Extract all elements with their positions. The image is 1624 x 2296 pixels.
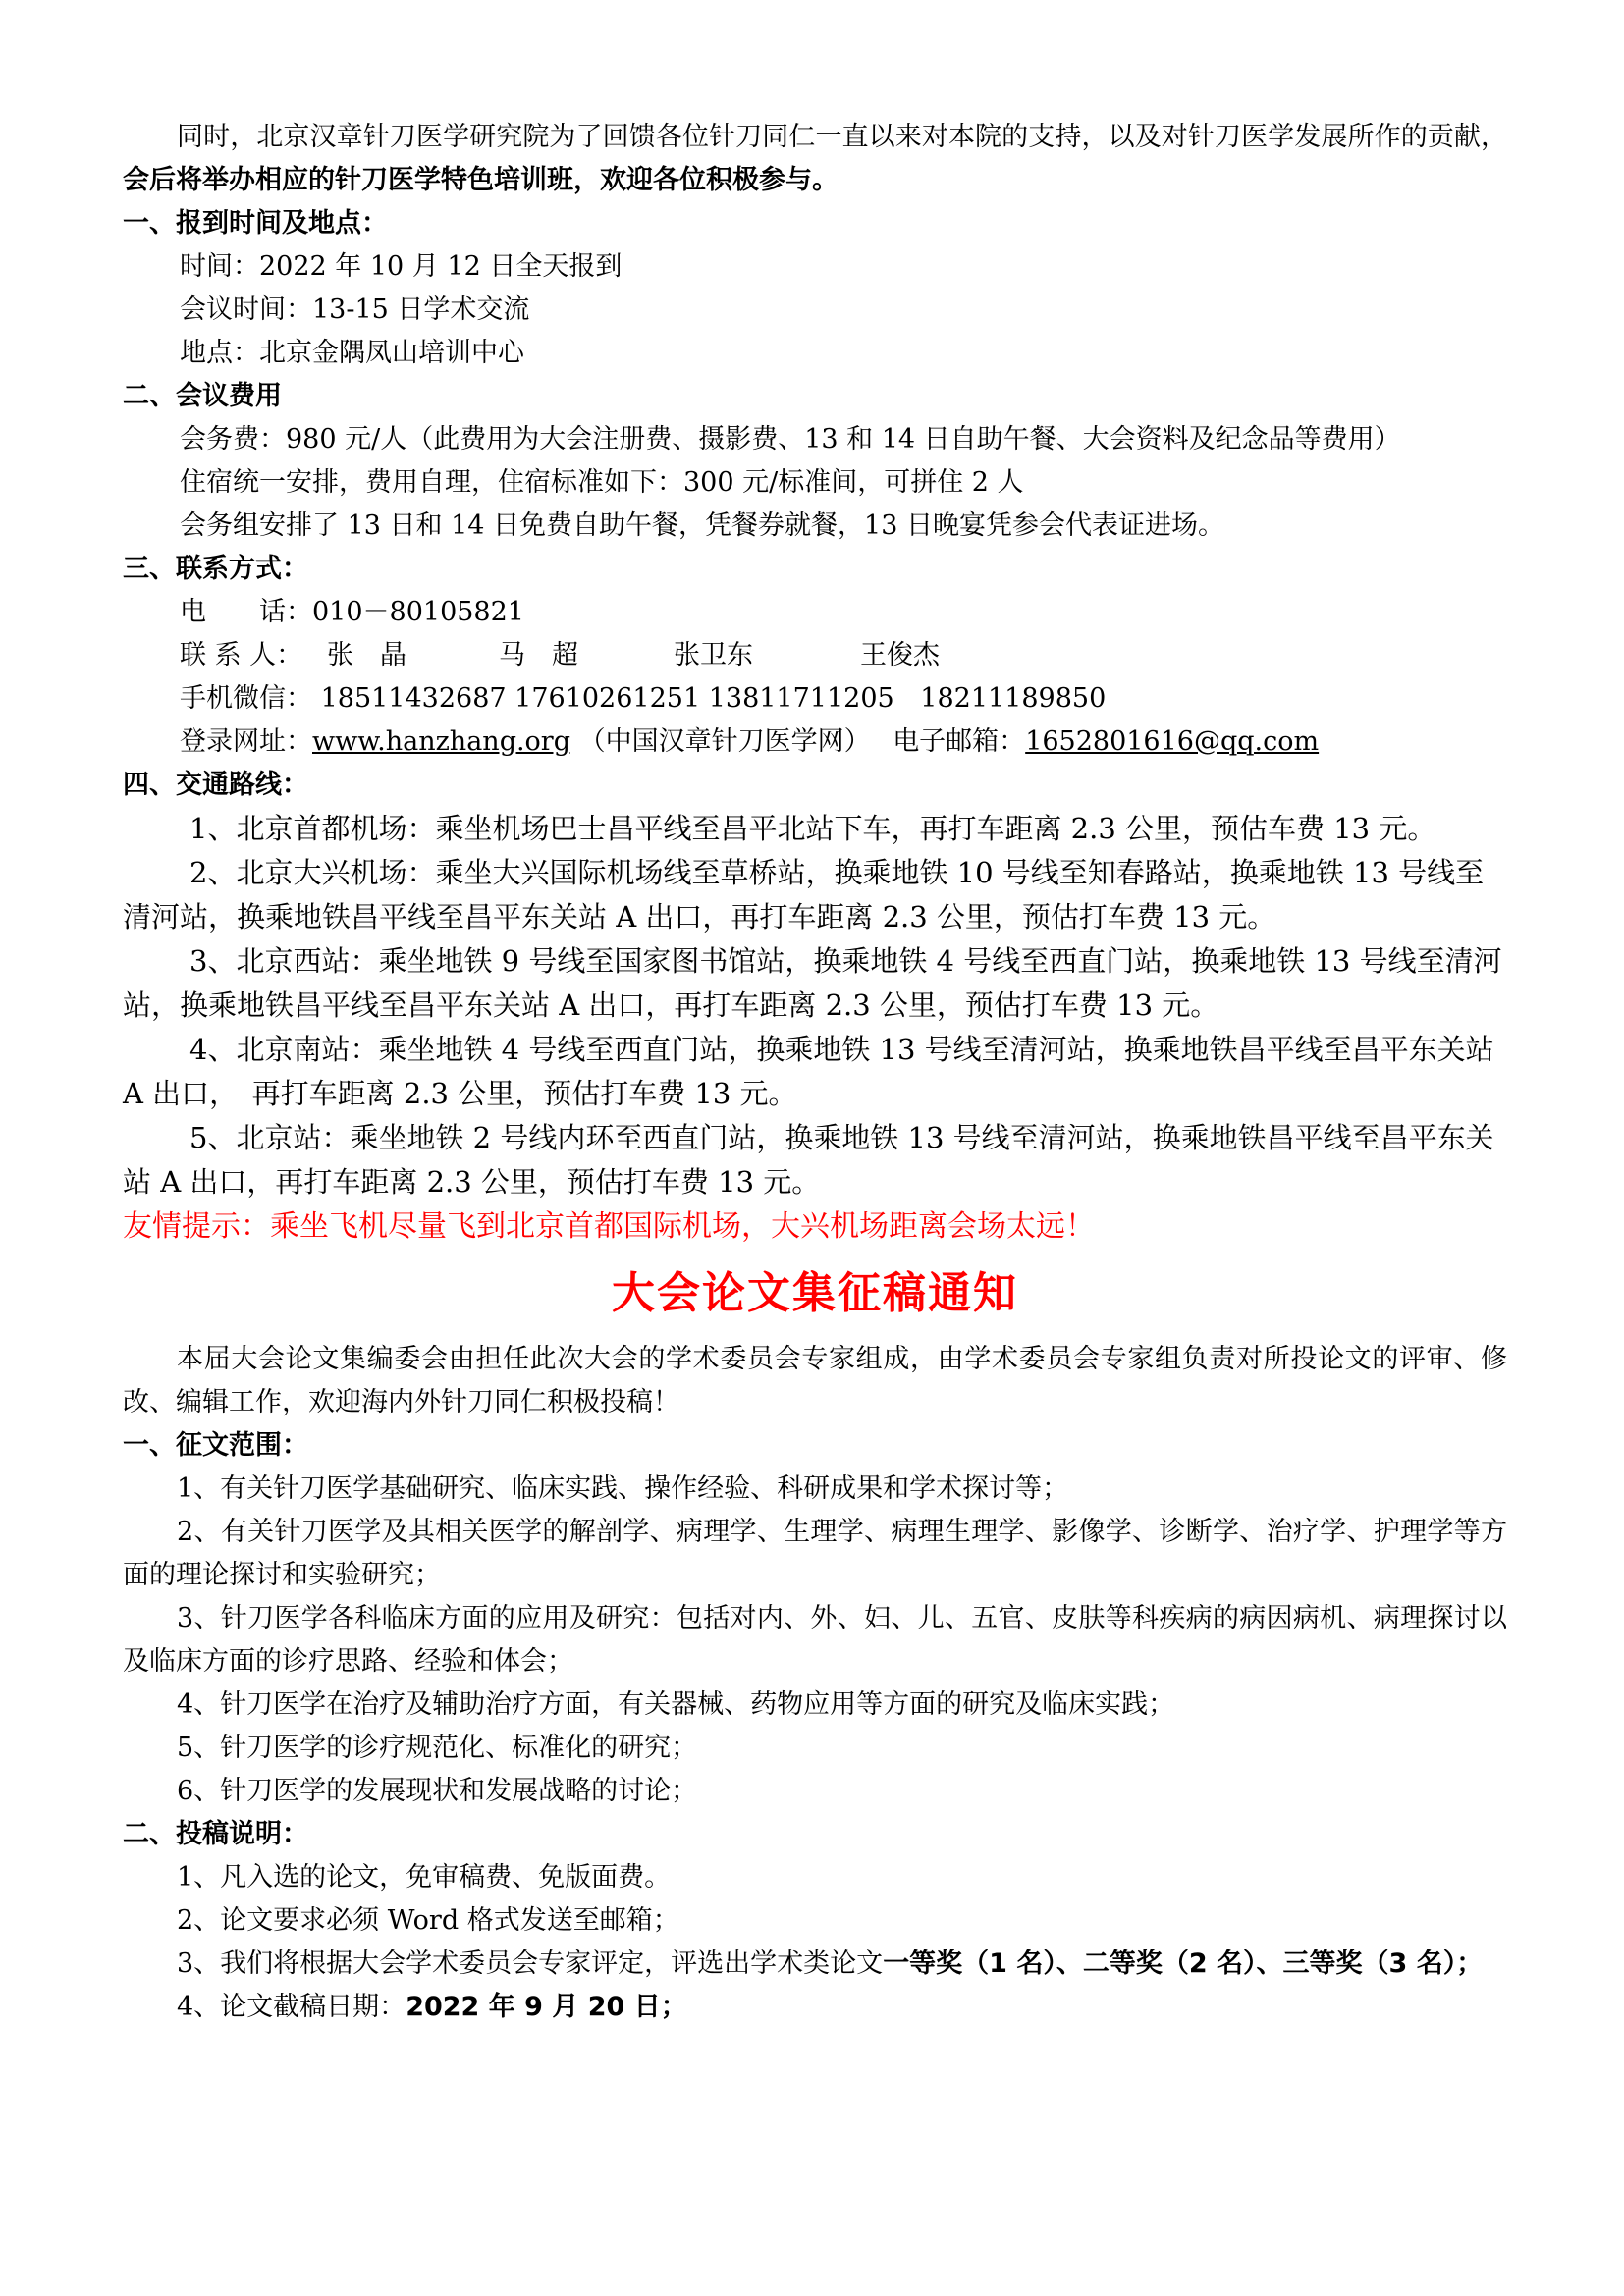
email-label: 电子邮箱： (893, 726, 1026, 757)
awards-bold: 一等奖（1 名）、二等奖（2 名）、三等奖（3 名）； (883, 1949, 1484, 1979)
section-3-heading: 三、联系方式： (123, 554, 308, 584)
mobile-number: 13811711205 (708, 683, 894, 714)
section-4-heading: 四、交通路线： (123, 770, 308, 800)
intro-text: 同时，北京汉章针刀医学研究院为了回馈各位针刀同仁一直以来对本院的支持，以及对针刀医学发展所作的贡献， (177, 122, 1507, 152)
contact-name: 马 超 (499, 640, 578, 670)
travel-tip: 友情提示：乘坐飞机尽量飞到北京首都国际机场，大兴机场距离会场太远！ (123, 1209, 1095, 1244)
route-item: 3、北京西站：乘坐地铁 9 号线至国家图书馆站，换乘地铁 4 号线至西直门站，换乘地铁 13 号线至清河站，换乘地铁昌平线至昌平东关站 A 出口，再打车距离 2.3 公里，预估打车费 13 元。 (123, 944, 1502, 1022)
contacts-row (123, 634, 1507, 677)
route-item: 1、北京首都机场：乘坐机场巴士昌平线至昌平北站下车，再打车距离 2.3 公里，预估车费 13 元。 (189, 812, 1436, 845)
submission-item: 1、凡入选的论文，免审稿费、免版面费。 (177, 1862, 672, 1893)
meeting-location: 地点：北京金隅凤山培训中心 (180, 338, 524, 368)
website-link[interactable]: www.hanzhang.org (312, 726, 570, 757)
scope-item: 1、有关针刀医学基础研究、临床实践、操作经验、科研成果和学术探讨等； (177, 1473, 1069, 1504)
deadline-label: 4、论文截稿日期： (177, 1992, 406, 2022)
mobile-label: 手机微信： (180, 683, 312, 714)
scope-item: 6、针刀医学的发展现状和发展战略的讨论； (177, 1776, 698, 1806)
lodging-line: 住宿统一安排，费用自理，住宿标准如下：300 元/标准间，可拼住 2 人 (180, 467, 1024, 498)
submission-item-awards (123, 1943, 1507, 1986)
contact-name: 张 晶 (327, 640, 406, 670)
mobile-number: 18211189850 (920, 683, 1107, 714)
mobile-number: 17610261251 (514, 683, 701, 714)
intro-bold-text: 会后将举办相应的针刀医学特色培训班，欢迎各位积极参与。 (123, 165, 839, 195)
awards-text: 3、我们将根据大会学术委员会专家评定，评选出学术类论文 (177, 1949, 884, 1979)
phone-row (123, 591, 1507, 634)
phone-number: 010－80105821 (312, 597, 524, 627)
route-item: 5、北京站：乘坐地铁 2 号线内环至西直门站，换乘地铁 13 号线至清河站，换乘地铁昌平线至昌平东关站 A 出口，再打车距离 2.3 公里，预估打车费 13 元。 (123, 1121, 1494, 1199)
section-2-heading: 二、会议费用 (123, 381, 282, 411)
submission-heading: 二、投稿说明： (123, 1819, 308, 1849)
intro-paragraph (123, 116, 1507, 202)
mobiles-row (123, 677, 1507, 721)
paper-call-intro: 本届大会论文集编委会由担任此次大会的学术委员会专家组成，由学术委员会专家组负责对所投论文的评审、修改、编辑工作，欢迎海内外针刀同仁积极投稿！ (123, 1344, 1507, 1417)
website-note: （中国汉章针刀医学网） (578, 726, 871, 757)
paper-call-title: 大会论文集征稿通知 (612, 1268, 1018, 1318)
email-link[interactable]: 1652801616@qq.com (1025, 726, 1320, 757)
mobile-number: 18511432687 (320, 683, 507, 714)
submission-item-deadline (123, 1986, 1507, 2029)
scope-heading: 一、征文范围： (123, 1430, 308, 1461)
phone-label: 电 话： (180, 597, 312, 627)
contact-name: 王俊杰 (860, 640, 940, 670)
meeting-time: 会议时间：13-15 日学术交流 (180, 294, 530, 325)
scope-item: 3、针刀医学各科临床方面的应用及研究：包括对内、外、妇、儿、五官、皮肤等科疾病的病因病机、病理探讨以及临床方面的诊疗思路、经验和体会； (123, 1603, 1507, 1677)
section-1-heading: 一、报到时间及地点： (123, 208, 388, 239)
website-label: 登录网址： (180, 726, 312, 757)
route-item: 4、北京南站：乘坐地铁 4 号线至西直门站，换乘地铁 13 号线至清河站，换乘地铁昌平线至昌平东关站 A 出口， 再打车距离 2.3 公里，预估打车费 13 元。 (123, 1033, 1494, 1110)
scope-item: 4、针刀医学在治疗及辅助治疗方面，有关器械、药物应用等方面的研究及临床实践； (177, 1689, 1175, 1720)
submission-item: 2、论文要求必须 Word 格式发送至邮箱； (177, 1905, 679, 1936)
deadline-date: 2022 年 9 月 20 日； (406, 1992, 687, 2022)
website-row (123, 721, 1507, 764)
contacts-label: 联 系 人： (180, 640, 303, 670)
document-page (123, 116, 1507, 2029)
scope-item: 5、针刀医学的诊疗规范化、标准化的研究； (177, 1733, 698, 1763)
scope-item: 2、有关针刀医学及其相关医学的解剖学、病理学、生理学、病理生理学、影像学、诊断学、治疗学、护理学等方面的理论探讨和实验研究； (123, 1517, 1507, 1590)
contact-name: 张卫东 (674, 640, 753, 670)
meal-line: 会务组安排了 13 日和 14 日免费自助午餐，凭餐券就餐，13 日晚宴凭参会代表证进场。 (180, 510, 1224, 541)
route-item: 2、北京大兴机场：乘坐大兴国际机场线至草桥站，换乘地铁 10 号线至知春路站，换乘地铁 13 号线至清河站，换乘地铁昌平线至昌平东关站 A 出口，再打车距离 2.3 公里，预估打车费 13 元。 (123, 856, 1485, 934)
fee-line: 会务费：980 元/人（此费用为大会注册费、摄影费、13 和 14 日自助午餐、大会资料及纪念品等费用） (180, 424, 1401, 454)
checkin-time: 时间：2022 年 10 月 12 日全天报到 (180, 251, 623, 282)
